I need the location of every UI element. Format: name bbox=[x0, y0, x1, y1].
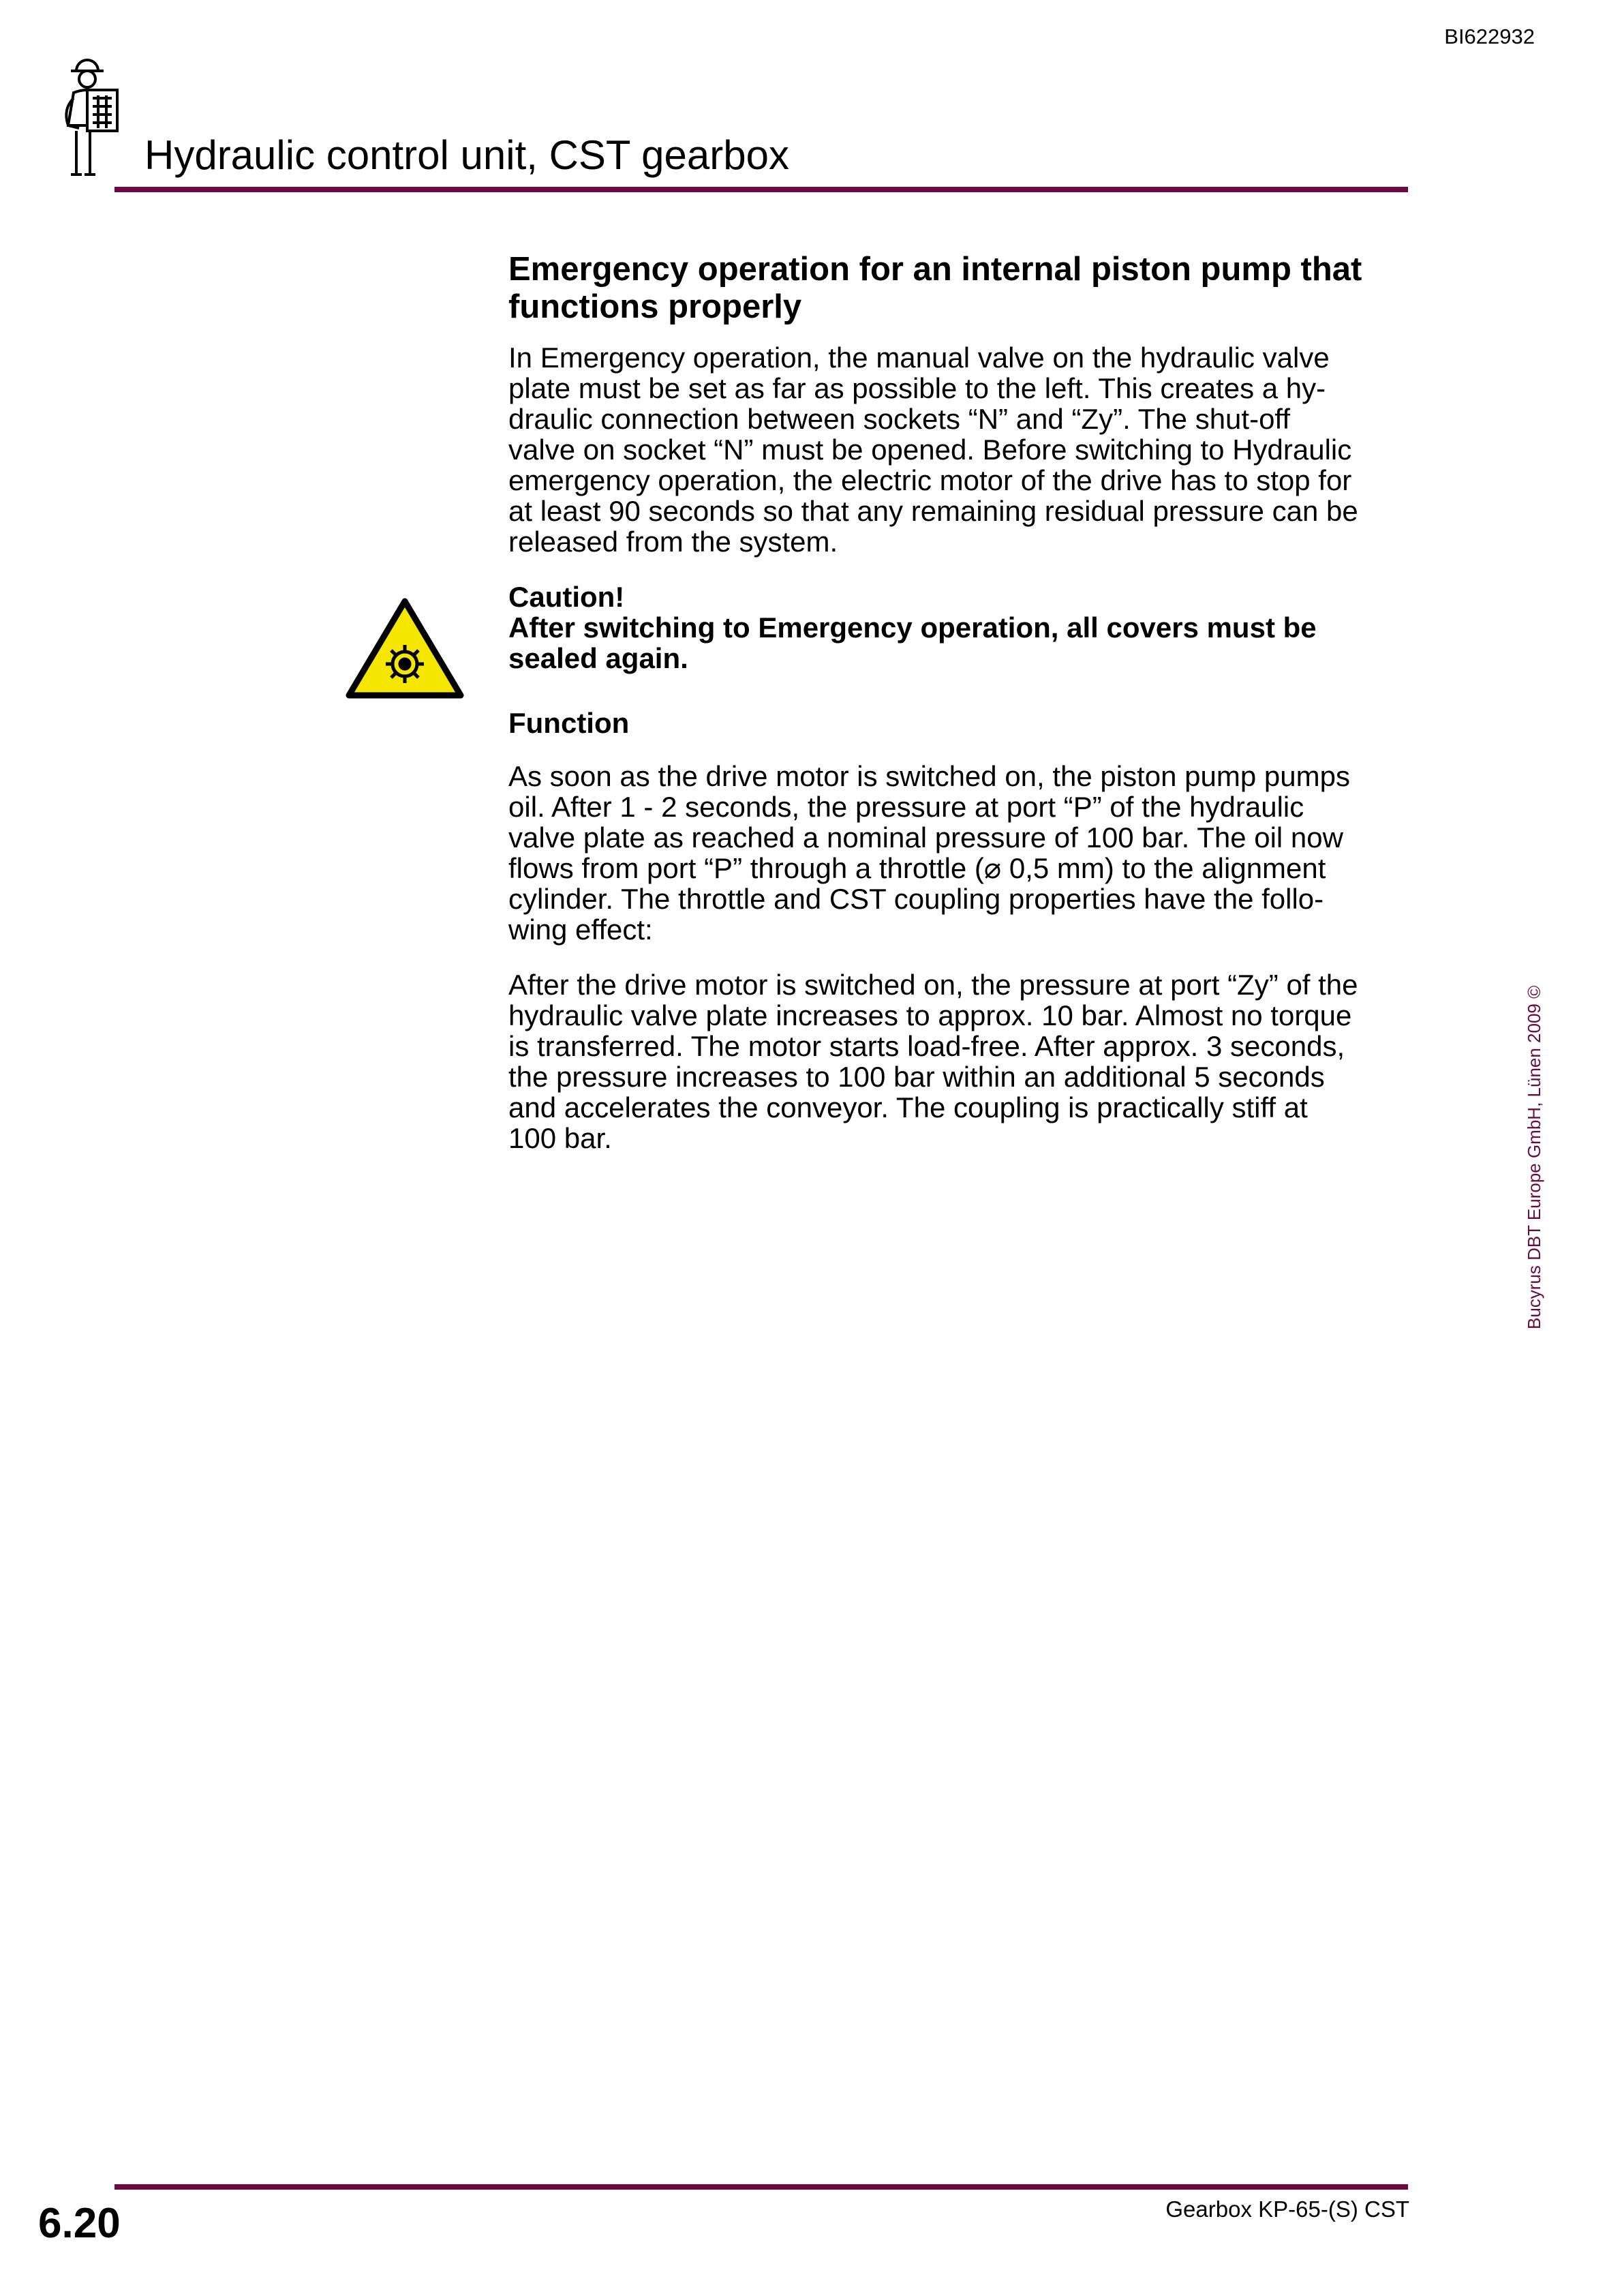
function-paragraph-2 bbox=[508, 969, 1415, 1153]
caution-heading: Caution! bbox=[508, 581, 625, 613]
text-line: sealed again. bbox=[508, 642, 688, 674]
text-line: hydraulic valve plate increases to approx. 10 bar. Almost no torque bbox=[508, 999, 1352, 1031]
text-line: valve plate as reached a nominal pressure of 100 bar. The oil now bbox=[508, 821, 1343, 854]
text-line: and accelerates the conveyor. The coupling is practically stiff at bbox=[508, 1091, 1308, 1123]
section-title: Emergency operation for an internal piston pump that functions properly bbox=[508, 251, 1362, 325]
text-line: valve on socket “N” must be opened. Before switching to Hydraulic bbox=[508, 434, 1352, 466]
header-divider bbox=[114, 187, 1408, 192]
intro-paragraph bbox=[508, 342, 1415, 557]
text-line: 100 bar. bbox=[508, 1122, 612, 1154]
main-content bbox=[508, 251, 1415, 1153]
text-line: cylinder. The throttle and CST coupling properties have the follo- bbox=[508, 883, 1324, 915]
worker-with-clipboard-icon bbox=[57, 52, 134, 181]
text-line: wing effect: bbox=[508, 913, 653, 946]
text-line: draulic connection between sockets “N” and “Zy”. The shut-off bbox=[508, 403, 1291, 435]
text-line: flows from port “P” through a throttle (⌀ 0,5 mm) to the alignment bbox=[508, 852, 1326, 884]
caution-text bbox=[508, 612, 1415, 674]
document-id: BI622932 bbox=[1444, 25, 1535, 48]
text-line: After switching to Emergency operation, all covers must be bbox=[508, 611, 1317, 644]
text-line: at least 90 seconds so that any remaining residual pressure can be bbox=[508, 495, 1358, 527]
text-line: oil. After 1 - 2 seconds, the pressure at port “P” of the hydraulic bbox=[508, 791, 1304, 823]
warning-gear-icon bbox=[345, 597, 465, 699]
text-line: After the drive motor is switched on, the pressure at port “Zy” of the bbox=[508, 969, 1358, 1001]
text-line: the pressure increases to 100 bar within an additional 5 seconds bbox=[508, 1061, 1325, 1093]
caution-block bbox=[508, 581, 1415, 674]
page-number: 6.20 bbox=[38, 2200, 121, 2247]
text-line: released from the system. bbox=[508, 526, 838, 558]
function-paragraph-1 bbox=[508, 761, 1415, 945]
copyright-notice: Bucyrus DBT Europe GmbH, Lünen 2009 © bbox=[1524, 985, 1544, 1329]
text-line: is transferred. The motor starts load-free. After approx. 3 seconds, bbox=[508, 1030, 1345, 1062]
text-line: As soon as the drive motor is switched on, the piston pump pumps bbox=[508, 760, 1350, 792]
text-line: plate must be set as far as possible to the left. This creates a hy- bbox=[508, 372, 1326, 404]
page-header-title: Hydraulic control unit, CST gearbox bbox=[144, 132, 789, 178]
footer-divider bbox=[114, 2184, 1408, 2190]
product-name: Gearbox KP-65-(S) CST bbox=[1165, 2196, 1409, 2222]
text-line: In Emergency operation, the manual valve on the hydraulic valve bbox=[508, 342, 1330, 374]
text-line: emergency operation, the electric motor of the drive has to stop for bbox=[508, 464, 1352, 496]
function-heading: Function bbox=[508, 707, 630, 739]
